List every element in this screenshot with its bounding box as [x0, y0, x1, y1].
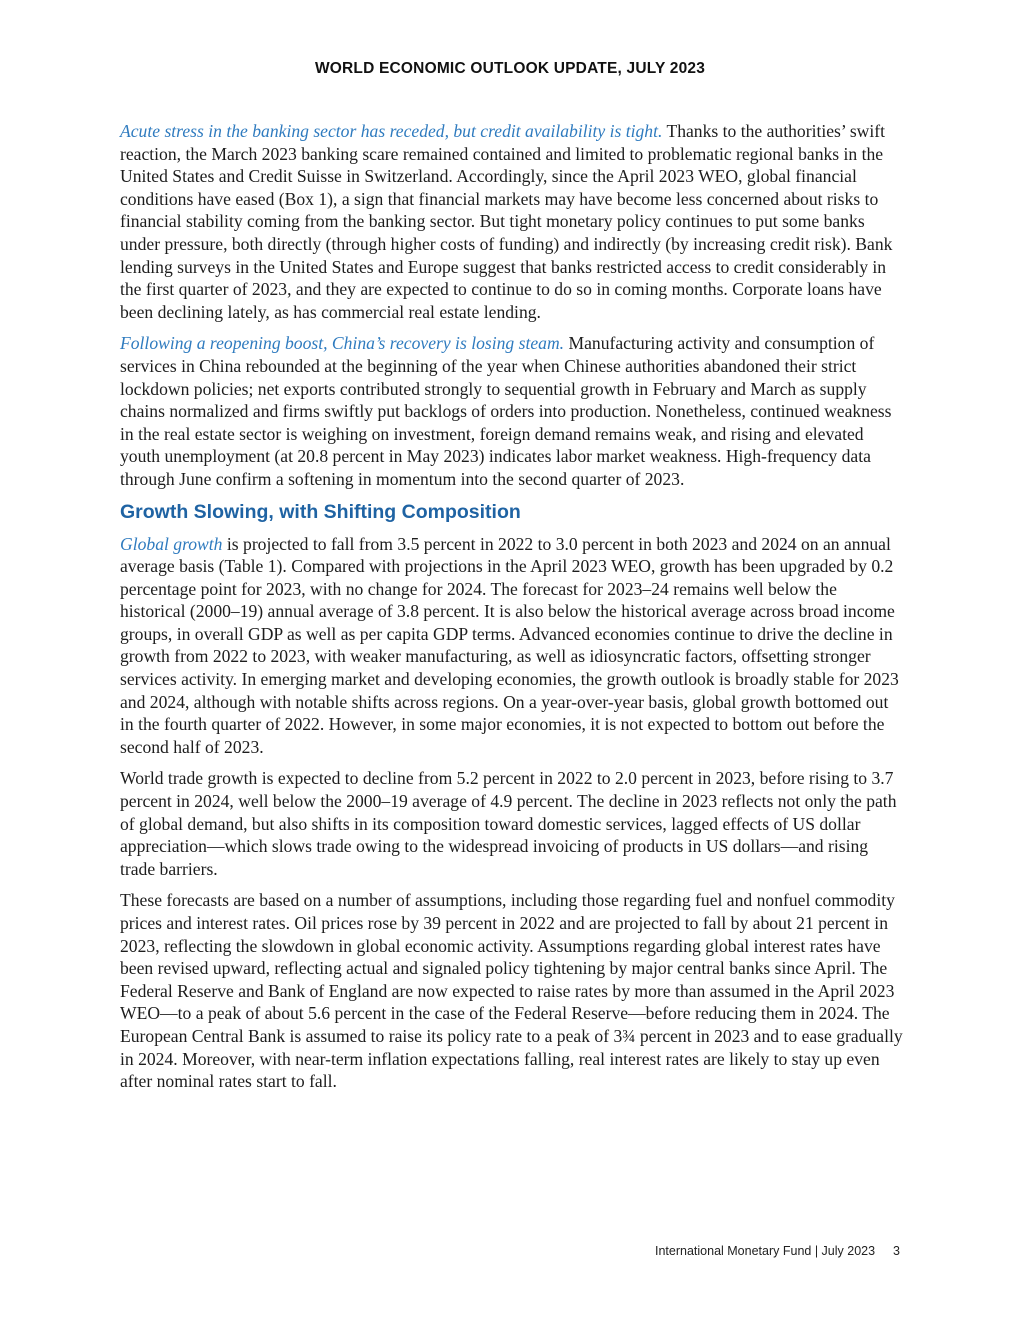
paragraph-world-trade	[120, 767, 905, 880]
page-number: 3	[893, 1244, 900, 1258]
paragraph-text: These forecasts are based on a number of assumptions, including those regarding fuel and nonfuel commodity prices and interest rates. Oil prices rose by 39 percent in 2022 and are projected to fall by about 21 percent in 2023, reflecting the slowdown in global economic activity. Assumptions regarding global interest rates have been revised upward, reflecting actual and signaled policy tightening by major central banks since April. The Federal Reserve and Bank of England are now expected to raise rates by more than assumed in the April 2023 WEO—to a peak of about 5.6 percent in the case of the Federal Reserve—before reducing them in 2024. The European Central Bank is assumed to raise its policy rate to a peak of 3¾ percent in 2023 and to ease gradually in 2024. Moreover, with near-term inflation expectations falling, real interest rates are likely to stay up even after nominal rates start to fall.	[120, 890, 903, 1092]
main-content	[120, 120, 905, 1102]
page-footer	[600, 1244, 900, 1258]
paragraph-lead: Global growth	[120, 533, 223, 554]
paragraph-assumptions	[120, 889, 905, 1092]
paragraph-banking	[120, 120, 905, 323]
paragraph-china	[120, 332, 905, 490]
paragraph-text: Thanks to the authorities’ swift reaction, the March 2023 banking scare remained contained and limited to problematic regional banks in the United States and Credit Suisse in Switzerland. Accordingly, since the April 2023 WEO, global financial conditions have eased (Box 1), a sign that financial markets may have become less concerned about risks to financial stability coming from the banking sector. But tight monetary policy continues to put some banks under pressure, both directly (through higher costs of funding) and indirectly (by increasing credit risk). Bank lending surveys in the United States and Europe suggest that banks restricted access to credit considerably in the first quarter of 2023, and they are expected to continue to do so in coming months. Corporate loans have been declining lately, as has commercial real estate lending.	[120, 121, 893, 322]
page-header: WORLD ECONOMIC OUTLOOK UPDATE, JULY 2023	[314, 60, 706, 77]
paragraph-lead: Following a reopening boost, China’s recovery is losing steam.	[120, 333, 565, 354]
paragraph-lead: Acute stress in the banking sector has receded, but credit availability is tight.	[120, 121, 663, 141]
paragraph-text: World trade growth is expected to decline from 5.2 percent in 2022 to 2.0 percent in 2023, before rising to 3.7 percent in 2024, well below the 2000–19 average of 4.9 percent. The decline in 2023 reflects not only the path of global demand, but also shifts in its composition toward domestic services, lagged effects of US dollar appreciation—which slows trade owing to the widespread invoicing of products in US dollars—and rising trade barriers.	[120, 768, 897, 879]
section-heading: Growth Slowing, with Shifting Composition	[120, 500, 521, 523]
paragraph-text: Manufacturing activity and consumption of services in China rebounded at the beginning of the year when Chinese authorities abandoned their strict lockdown policies; net exports contributed strongly to sequential growth in February and March as supply chains normalized and firms swiftly put backlogs of orders into production. Nonetheless, continued weakness in the real estate sector is weighing on investment, foreign demand remains weak, and rising and elevated youth unemployment (at 20.8 percent in May 2023) indicates labor market weakness. High-frequency data through June confirm a softening in momentum into the second quarter of 2023.	[120, 333, 892, 489]
footer-source: International Monetary Fund | July 2023	[655, 1244, 876, 1258]
paragraph-global-growth	[120, 533, 905, 759]
paragraph-text: is projected to fall from 3.5 percent in 2022 to 3.0 percent in both 2023 and 2024 on an annual average basis (Table 1). Compared with projections in the April 2023 WEO, growth has been upgraded by 0.2 percentage point for 2023, with no change for 2024. The forecast for 2023–24 remains well below the historical (2000–19) annual average of 3.8 percent. It is also below the historical average across broad income groups, in overall GDP as well as per capita GDP terms. Advanced economies continue to drive the decline in growth from 2022 to 2023, with weaker manufacturing, as well as idiosyncratic factors, offsetting stronger services activity. In emerging market and developing economies, the growth outlook is broadly stable for 2023 and 2024, although with notable shifts across regions. On a year-over-year basis, global growth bottomed out in the fourth quarter of 2022. However, in some major economies, it is not expected to bottom out before the second half of 2023.	[120, 533, 899, 757]
